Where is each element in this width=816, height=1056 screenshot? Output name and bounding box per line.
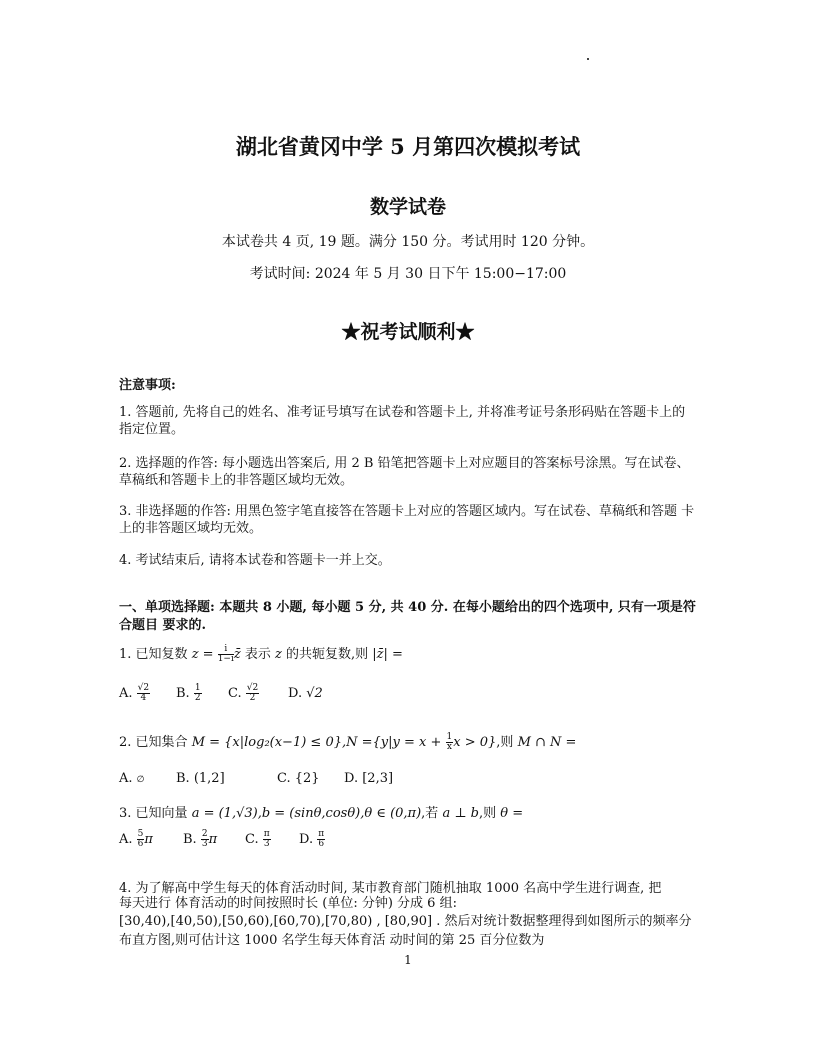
q2-option-a: A. ∅ <box>119 771 145 786</box>
q1-option-a: A. $\frac{√2}{4}$ <box>119 683 150 703</box>
q3-prefix: 3. 已知向量 <box>119 806 188 821</box>
q2-set-n-b: x > 0} <box>453 735 497 750</box>
q2-suffix: ,则 <box>496 735 514 750</box>
notice-item-1: 1. 答题前, 先将自己的姓名、准考证号填写在试卷和答题卡上, 并将准考证号条形码贴在答题卡上的 指定位置。 <box>119 405 686 437</box>
q2-set-m: M = {x|log₂(x−1) ≤ 0},N = <box>191 735 373 750</box>
section-heading: 一、单项选择题: 本题共 8 小题, 每小题 5 分, 共 40 分. 在每小题给出的四个选项中, 只有一项是符合题目 要求的. <box>119 600 696 633</box>
question-1 <box>119 643 403 664</box>
q3-option-d: D. $\frac{\pi}{6}$ <box>299 829 325 849</box>
q1-suffix: 的共轭复数,则 <box>286 647 369 662</box>
q4-line-1: 4. 为了解高中学生每天的体育活动时间, 某市教育部门随机抽取 1000 名高中学生进行调查, 把 <box>119 881 662 896</box>
notice-item-3: 3. 非选择题的作答: 用黑色签字笔直接答在答题卡上对应的答题区域内。写在试卷、草稿纸和答题 卡上的非答题区域均无效。 <box>119 504 695 536</box>
exam-subtitle: 数学试卷 <box>369 196 446 218</box>
q2-expr: M ∩ N = <box>517 735 577 750</box>
q4-line-2: 每天进行 体育活动的时间按照时长 (单位: 分钟) 分成 6 组: <box>119 896 457 911</box>
notice-heading: 注意事项: <box>119 378 176 393</box>
q3-suffix: ,则 <box>479 806 497 821</box>
question-2 <box>119 731 576 752</box>
q2-fraction: $\frac{1}{x}$ <box>446 732 453 752</box>
q1-zbar: z̄ <box>233 647 241 662</box>
q3-mid: ,若 <box>421 806 439 821</box>
q2-option-c: C. {2} <box>277 771 320 786</box>
q4-line-3 <box>119 910 692 929</box>
q3-expr: θ = <box>500 806 524 821</box>
page-number: 1 <box>404 953 412 967</box>
q1-prefix: 1. 已知复数 <box>119 647 188 662</box>
blessing: ★祝考试顺利★ <box>341 321 475 343</box>
q1-zvar: z <box>275 647 282 662</box>
question-3 <box>119 802 523 821</box>
exam-info: 本试卷共 4 页, 19 题。满分 150 分。考试用时 120 分钟。 <box>221 234 595 250</box>
q1-option-b: B. $\frac{1}{2}$ <box>176 683 201 703</box>
exam-title: 湖北省黄冈中学 5 月第四次模拟考试 <box>235 134 581 159</box>
notice-item-4: 4. 考试结束后, 请将本试卷和答题卡一并上交。 <box>119 553 391 568</box>
scan-dot <box>587 58 589 60</box>
q1-abs: |z̄| = <box>372 647 403 662</box>
q2-prefix: 2. 已知集合 <box>119 735 188 750</box>
q2-option-b: B. (1,2] <box>176 771 225 786</box>
notice-item-2: 2. 选择题的作答: 每小题选出答案后, 用 2 B 铅笔把答题卡上对应题目的答案标号涂黑。写在试卷、 草稿纸和答题卡上的非答题区域均无效。 <box>119 456 690 488</box>
q3-condition: a ⊥ b <box>442 806 479 821</box>
q3-option-c: C. $\frac{\pi}{3}$ <box>245 829 270 849</box>
q4-intervals: [30,40),[40,50),[50,60),[60,70),[70,80) , [80,90] <box>119 914 433 929</box>
q1-fraction: $\frac{i}{1-i}$ <box>217 644 234 664</box>
q1-z: z = <box>191 647 214 662</box>
q1-mid: 表示 <box>244 647 271 662</box>
q4-line-4: 布直方图,则可估计这 1000 名学生每天体育活 动时间的第 25 百分位数为 <box>119 933 545 948</box>
q1-option-d: D. √2 <box>288 686 323 701</box>
q3-option-b: B. $\frac{2}{3}$ π <box>183 829 218 849</box>
exam-time: 考试时间: 2024 年 5 月 30 日下午 15:00−17:00 <box>249 266 567 282</box>
q2-set-n-a: {y|y = x + <box>372 735 442 750</box>
q3-option-a: A. $\frac{5}{6}$ π <box>119 829 153 849</box>
q1-option-c: C. $\frac{√2}{2}$ <box>228 683 259 703</box>
q2-option-d: D. [2,3] <box>344 771 394 786</box>
q3-vectors: a = (1,√3),b = (sinθ,cosθ),θ ∈ (0,π) <box>191 806 422 821</box>
q4-line-3-tail: . 然后对统计数据整理得到如图所示的频率分 <box>436 914 692 929</box>
